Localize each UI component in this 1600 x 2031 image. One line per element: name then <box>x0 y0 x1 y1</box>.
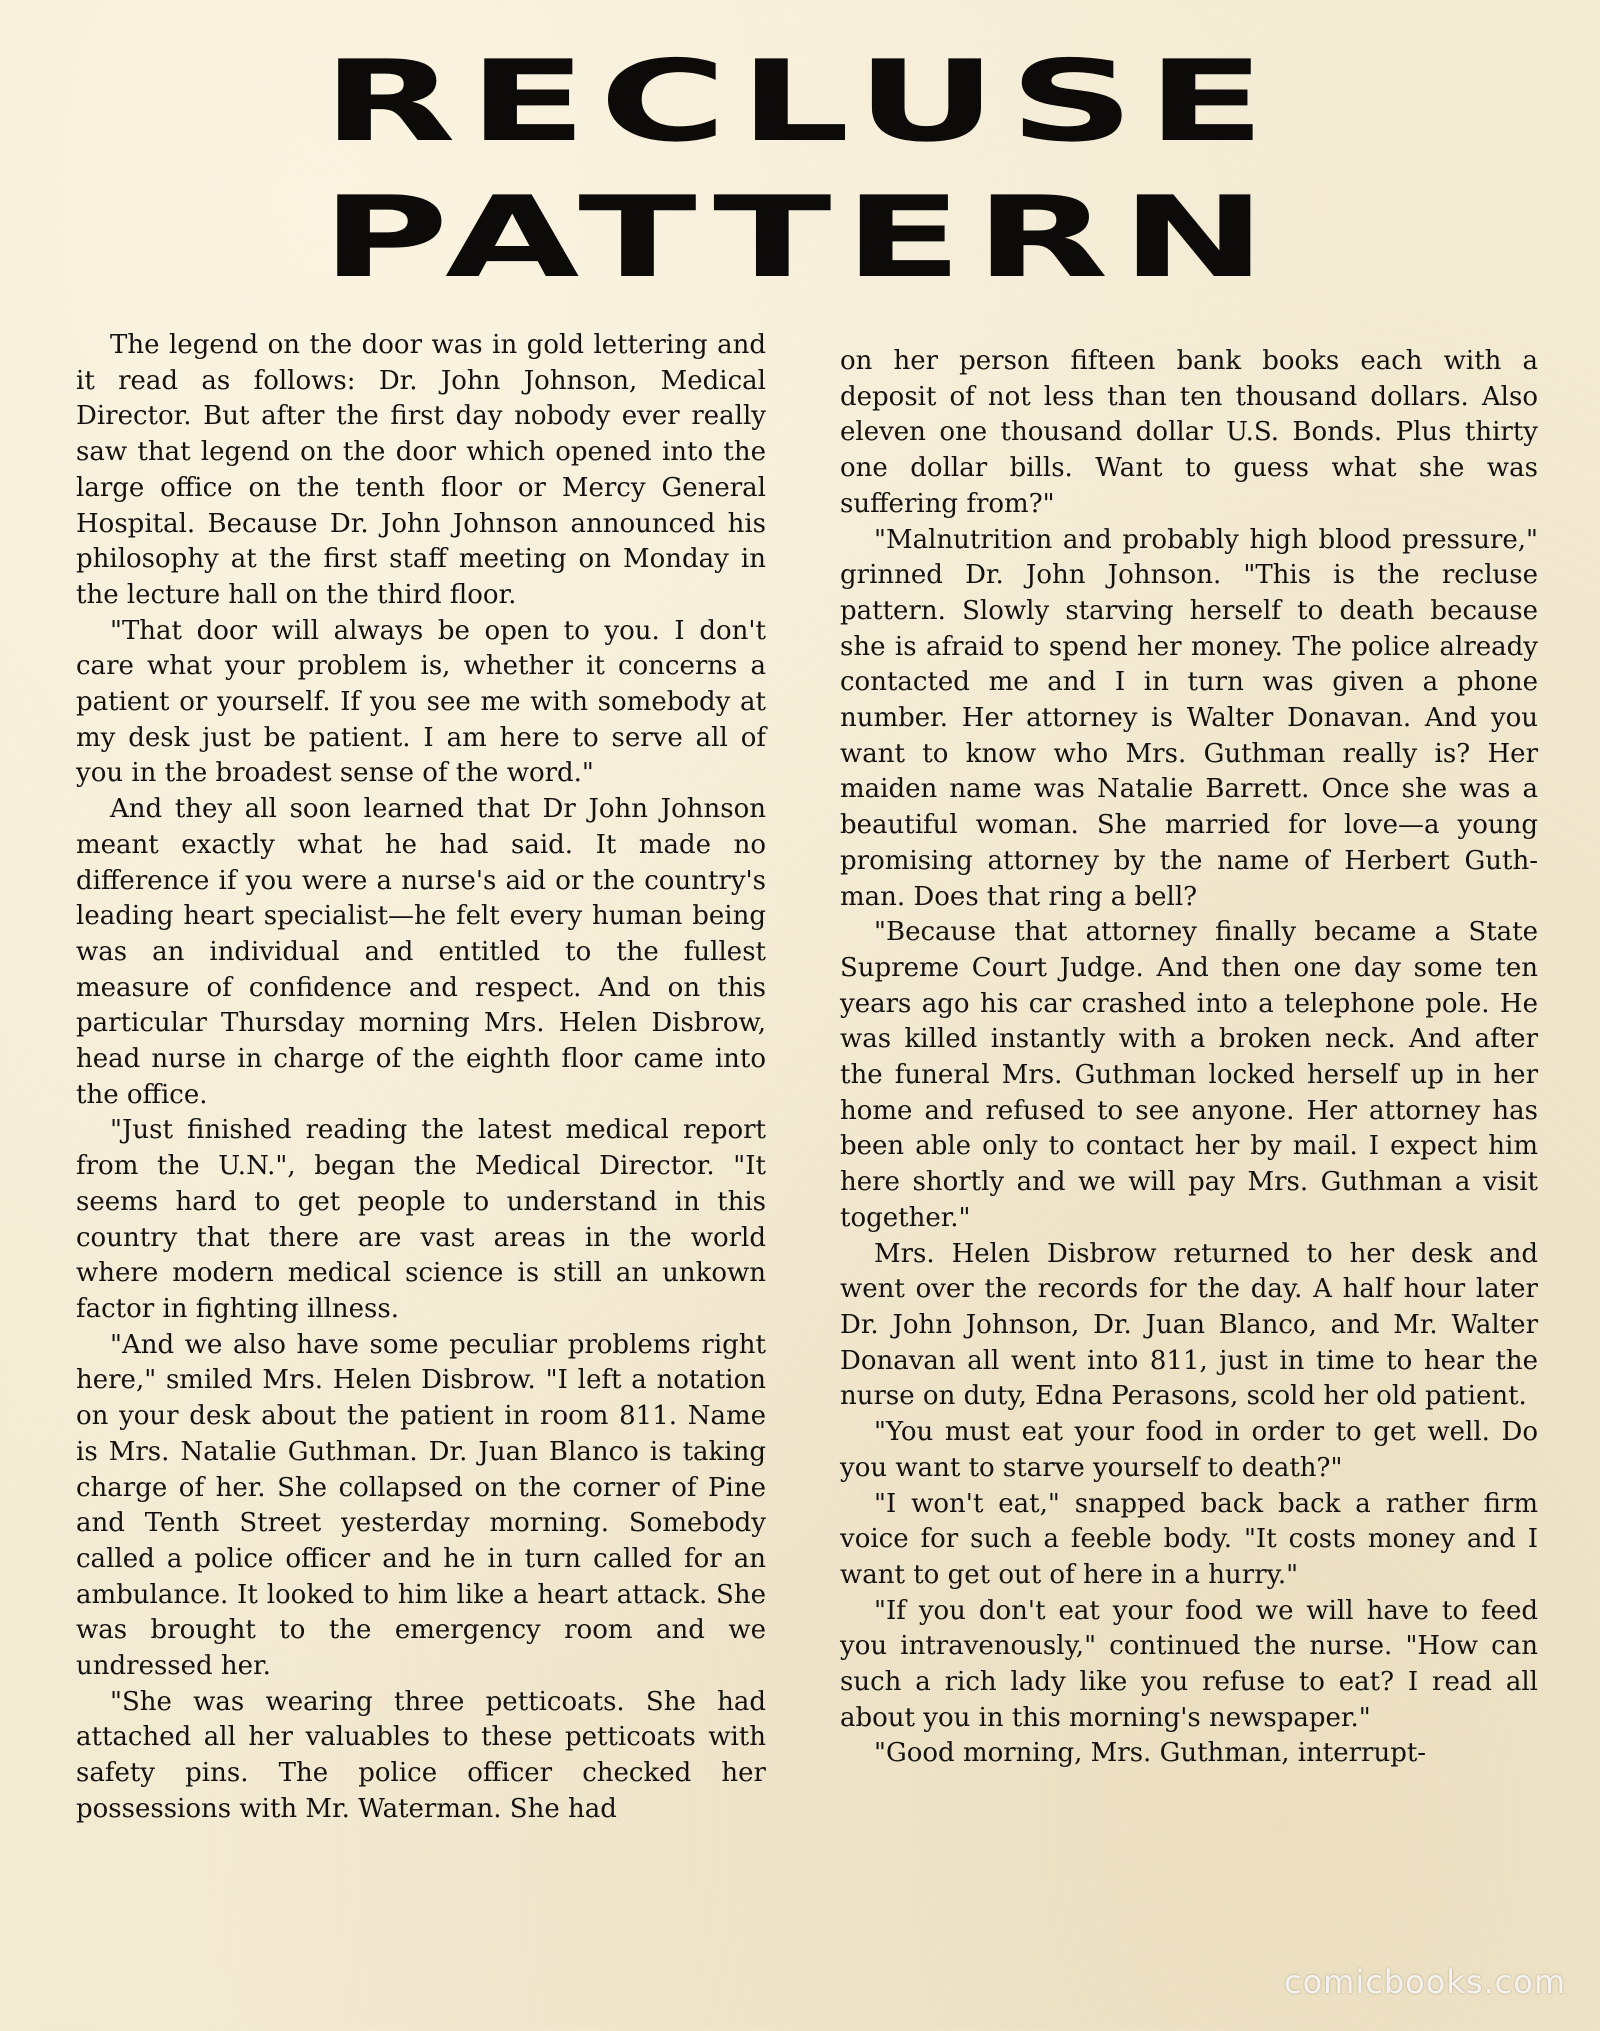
paragraph: "Good morning, Mrs. Guthman, interrupt- <box>874 1738 1427 1769</box>
paragraph: "Because that attorney finally became a State Supreme Court Judge. And then one day some ten years ago his car crashed into a telephone pole. He was killed instantly with a broken neck. And after the funeral Mrs. Guthman locked herself up in her home and refused to see anyone. Her attorney has been able only to contact her by mail. I expect him here shortly and we will pay Mrs. Guthman a visit together." <box>840 917 1538 1233</box>
paragraph: on her person fifteen bank books each with a deposit of not less than ten thousand dollars. Also eleven one thousand dollar U.S. Bonds. Plus thirty one dollar bills. Want to guess what she was suffering from?" <box>840 346 1538 519</box>
paragraph: And they all soon learned that Dr John Johnson meant exactly what he had said. It made no difference if you were a nurse's aid or the country's leading heart specialist—he felt every human being was an individual and entitled to the fullest measure of confidence and respect. And on this particular Thursday morning Mrs. Helen Disbrow, head nurse in charge of the eighth floor came into the office. <box>76 794 766 1110</box>
left-column <box>76 328 766 1828</box>
paragraph: Mrs. Helen Disbrow returned to her desk and went over the records for the day. A half hour later Dr. John Johnson, Dr. Juan Blanco, and Mr. Walter Donavan all went into 811, just in time to hear the nurse on duty, Edna Perasons, scold her old patient. <box>840 1238 1538 1412</box>
paragraph: "I won't eat," snapped back back a rather firm voice for such a feeble body. "It costs money and I want to get out of here in a hurry." <box>840 1488 1538 1590</box>
title-line-2: PATTERN <box>321 173 1279 303</box>
paragraph: "If you don't eat your food we will have to feed you intravenously," continued the nurse. "How can such a rich lady like you refuse to eat? I read all about you in this morning's newspaper." <box>840 1595 1538 1733</box>
paragraph: "And we also have some peculiar problems right here," smiled Mrs. Helen Disbrow. "I left a notation on your desk about the patient in room 811. Name is Mrs. Natalie Guthman. Dr. Juan Blanco is taking charge of her. She collapsed on the corner of Pine and Tenth Street yesterday morning. Somebody called a police officer and he in turn called for an ambulance. It looked to him like a heart attack. She was brought to the emergency room and we undressed her. <box>76 1329 766 1682</box>
paragraph: "Malnutrition and probably high blood pressure," grinned Dr. John Johnson. "This is the recluse pattern. Slowly starving herself to death because she is afraid to spend her money. The police already contacted me and I in turn was given a phone number. Her attorney is Walter Donavan. And you want to know who Mrs. Guthman really is? Her maiden name was Natalie Barrett. Once she was a beautiful woman. She married for love—a young promising attorney by the name of Herbert Guthman. Does that ring a bell? <box>840 524 1538 912</box>
title-line-1: RECLUSE <box>322 37 1278 167</box>
paragraph: "Just finished reading the latest medical report from the U.N.", began the Medical Director. "It seems hard to get people to understand in this country that there are vast areas in the world where modern medical science is still an unkown factor in fighting illness. <box>76 1115 766 1324</box>
right-column <box>840 344 1538 1772</box>
paragraph: "She was wearing three petticoats. She had attached all her valuables to these petticoats with safety pins. The police officer checked her possessions with Mr. Waterman. She had <box>76 1686 766 1824</box>
paragraph: "That door will always be open to you. I don't care what your problem is, whether it concerns a patient or yourself. If you see me with somebody at my desk just be patient. I am here to serve all of you in the broadest sense of the word." <box>76 615 766 789</box>
paragraph: The legend on the door was in gold lettering and it read as follows: Dr. John Johnson, Medical Director. But after the first day nobody ever really saw that legend on the door which opened into the large office on the tenth floor or Mercy General Hospital. Because Dr. John Johnson announced his philosophy at the first staff meeting on Monday in the lecture hall on the third floor. <box>76 330 766 610</box>
paragraph: "You must eat your food in order to get well. Do you want to starve yourself to death?" <box>840 1417 1538 1483</box>
watermark-text: comicbooks.com <box>1283 1963 1566 2001</box>
